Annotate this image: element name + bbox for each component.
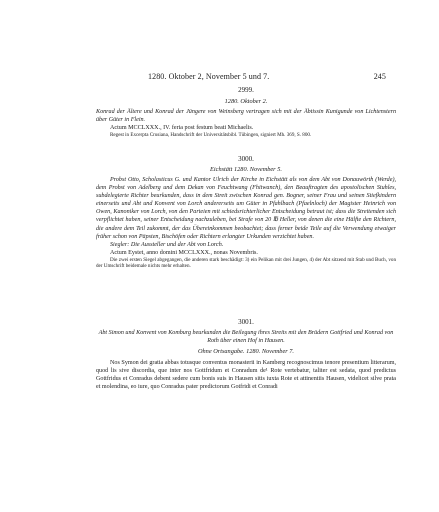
document-date: 1280. Oktober 2. bbox=[224, 98, 268, 105]
page-header bbox=[148, 72, 386, 81]
document-number: 3000. bbox=[238, 155, 254, 163]
source-note: Die zwei ersten Siegel abgegangen, die anderen stark beschädigt: 3) ein Pelikan mit drei Jungen, 4) der Abt sitzend mit Stab und Buch, von der Umschrift beidemale nichts mehr erhalten. bbox=[96, 256, 396, 270]
document-2999 bbox=[96, 86, 396, 139]
document-3001 bbox=[96, 318, 396, 392]
document-summary: Probst Otto, Scholasticus G. und Kantor Ulrich der Kirche in Eichstätt als von dem Abt von Donauwörth (Werde), dem Probst von Adelberg und dem Dekan von Feuchtwang (Fhitwanch), den Beauftragten des apostolischen Stuhles, subdelegierte Richter beurkunden, dass in dem Streit zwischen Konrad gen. Bogner, seiner Frau und seinen Stiefkindern einerseits und Abt und Konvent von Lorch andererseits um Güter in Pfahlbach (Pfaelnloch) der Magister Heinrich von Owen, Kanoniker von Lorch, von den Parteien mit schiedsrichterlicher Entscheidung betraut ist; dass die Streitenden sich verpflichtet haben, seiner Entscheidung nachzuleben, bei Strafe von 20 ℔ Heller, von denen die eine Hälfte den Richtern, die andere dem Teil zukommt, der das Übereinkommen beobachtet; dass ferner beide Teile auf die Verwendung etwaiger früher schon von Päpsten, Bischöfen oder Richtern erlangter Urkunden verzichtet haben. bbox=[96, 177, 396, 240]
running-title: 1280. Oktober 2, November 5 und 7. bbox=[148, 72, 270, 81]
actum-line: Actum Eystet, anno domini MCCLXXX., nonas Novembris. bbox=[110, 249, 258, 256]
document-3000 bbox=[96, 155, 396, 270]
document-date: Eichstätt 1280. November 5. bbox=[210, 166, 282, 173]
document-summary: Abt Simon und Konvent von Komburg beurkunden die Beilegung ihres Streits mit den Brüdern Gottfried und Konrad von Roth über einen Hof in Hausen. bbox=[98, 330, 394, 345]
document-summary: Konrad der Ältere und Konrad der Jüngere von Weinsberg vertragen sich mit der Äbtissin Kunigunde von Lichtenstern über Güter in Flein. bbox=[96, 109, 396, 124]
siegler-line: Siegler: Die Aussteller und der Abt von Lorch. bbox=[110, 241, 224, 248]
page-number: 245 bbox=[373, 72, 386, 81]
document-text: Nos Symon dei gratia abbas totusque conventus monasterii in Kamberg recognoscimus tenore presentium litterarum, quod lis sive discordia, que inter nos Gottfridum et Conradum de¹ Rote vertebatur, taliter est sedata, quod predictus Gottfridus et Conradus debent sedere cum bonis suis in Hausen sitis iuxta Rote et attinentiis Hausen, videlicet silve prata et molendina, eo iure, quo Conradus pater predictorum Gotfridi et Conradi bbox=[96, 360, 396, 391]
document-date: Ohne Ortsangabe. 1280. November 7. bbox=[197, 348, 294, 356]
source-note: Regest in Excerpta Crusiana, Handschrift der Universitätsbibl. Tübingen, signiert Mh. 369, S. 800. bbox=[110, 132, 312, 139]
document-number: 2999. bbox=[238, 86, 254, 94]
actum-line: Actum MCCLXXX., IV. feria post festum beati Michaelis. bbox=[110, 125, 254, 132]
document-number: 3001. bbox=[238, 318, 254, 326]
